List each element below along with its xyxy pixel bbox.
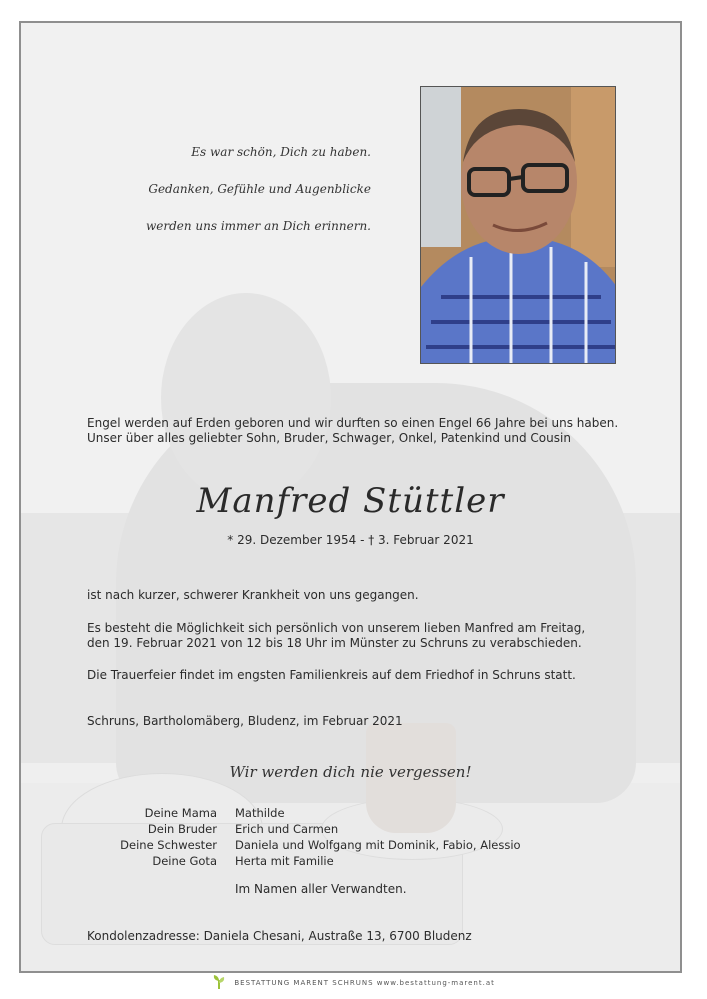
funeral-home-logo-icon xyxy=(212,974,226,992)
passed-text: ist nach kurzer, schwerer Krankheit von uns gegangen. xyxy=(87,588,419,602)
poem-line-2: Gedanken, Gefühle und Augenblicke xyxy=(148,182,371,196)
poem-line-3: werden uns immer an Dich erinnern. xyxy=(145,219,371,233)
mourner-names xyxy=(235,805,521,869)
mourner-relation: Deine Mama xyxy=(144,806,217,820)
place-date: Schruns, Bartholomäberg, Bludenz, im Februar 2021 xyxy=(87,714,403,728)
farewell-line-1: Es besteht die Möglichkeit sich persönlich von unserem lieben Manfred am Freitag, xyxy=(87,621,586,635)
mourner-relation: Dein Bruder xyxy=(147,822,217,836)
mourner-relation: Deine Gota xyxy=(152,854,217,868)
mourner-names-item: Mathilde xyxy=(235,806,285,820)
footer xyxy=(0,974,707,994)
condolence-address: Kondolenzadresse: Daniela Chesani, Austraße 13, 6700 Bludenz xyxy=(87,929,472,943)
farewell-line-2: den 19. Februar 2021 von 12 bis 18 Uhr im Münster zu Schruns zu verabschieden. xyxy=(87,636,582,650)
poem-line-1: Es war schön, Dich zu haben. xyxy=(191,145,371,159)
mourner-names-item: Erich und Carmen xyxy=(235,822,339,836)
mourner-relations xyxy=(91,805,217,869)
mourner-names-item: Herta mit Familie xyxy=(235,854,334,868)
obituary-frame xyxy=(19,21,682,973)
mourner-relation: Deine Schwester xyxy=(120,838,217,852)
portrait-photo xyxy=(420,86,616,364)
mourner-names-item: Daniela und Wolfgang mit Dominik, Fabio, Alessio xyxy=(235,838,521,852)
funeral-text: Die Trauerfeier findet im engsten Familienkreis auf dem Friedhof in Schruns statt. xyxy=(87,668,576,682)
intro-line-1: Engel werden auf Erden geboren und wir durften so einen Engel 66 Jahre bei uns haben. xyxy=(87,416,619,430)
life-dates: * 29. Dezember 1954 - † 3. Februar 2021 xyxy=(227,533,474,547)
intro-line-2: Unser über alles geliebter Sohn, Bruder, Schwager, Onkel, Patenkind und Cousin xyxy=(87,431,571,445)
footer-text: BESTATTUNG MARENT SCHRUNS www.bestattung-marent.at xyxy=(234,979,495,987)
deceased-name: Manfred Stüttler xyxy=(196,481,505,521)
relatives-text: Im Namen aller Verwandten. xyxy=(235,882,407,896)
motto: Wir werden dich nie vergessen! xyxy=(229,763,472,781)
